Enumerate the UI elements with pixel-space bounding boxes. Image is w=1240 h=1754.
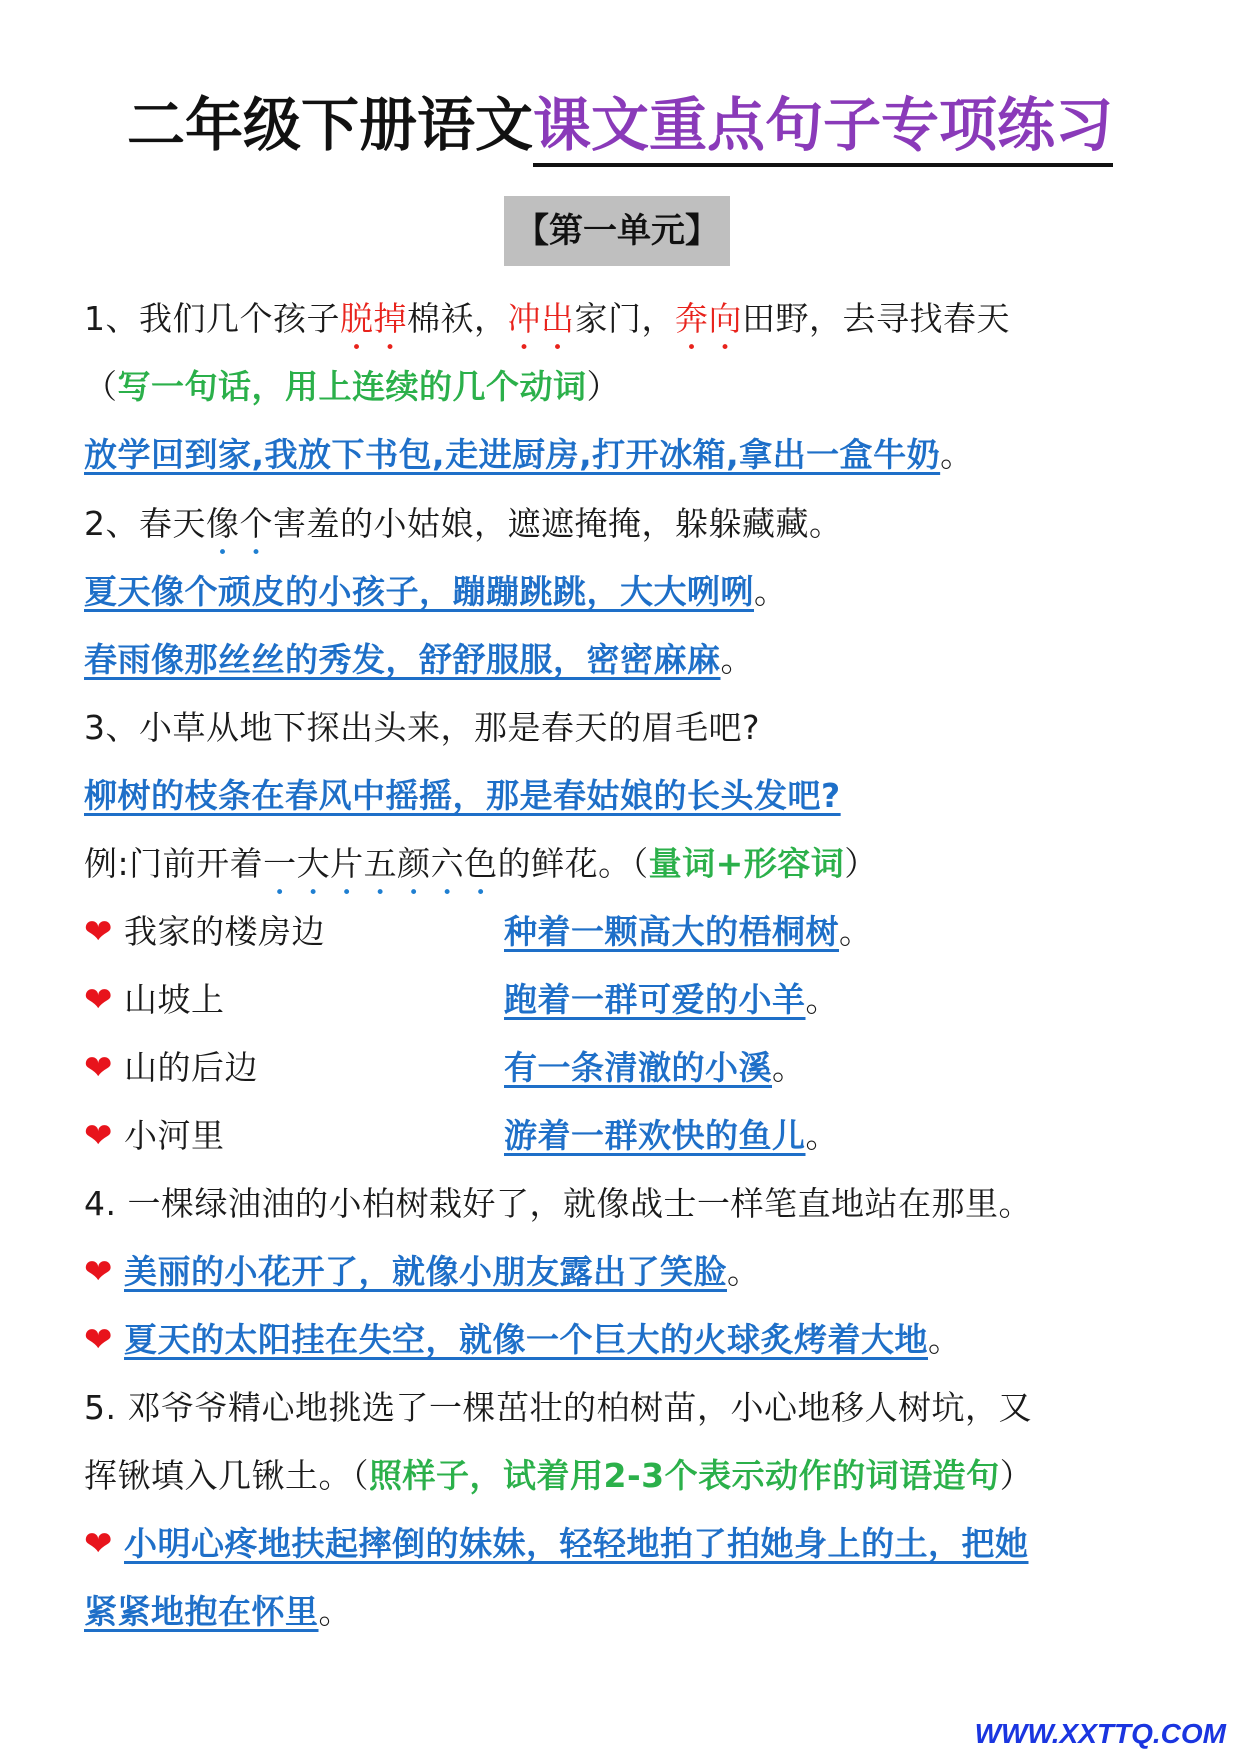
q5-line-2: 挥锹填入几锹土。 (84, 1456, 352, 1495)
title-part-1: 二年级下册语文 (126, 91, 533, 159)
q1-hint-text: 写一句话，用上连续的几个动词 (117, 367, 587, 406)
q2-answer-line-1 (84, 570, 1164, 614)
q5-answer-end: 。 (318, 1592, 352, 1631)
q2-answer-1: 夏天像个顽皮的小孩子，蹦蹦跳跳，大大咧咧 (84, 572, 754, 611)
q2-sentence (84, 502, 1164, 563)
example-hint-open: （ (631, 844, 649, 883)
q2-text-2: 害羞的小姑娘，遮遮掩掩，躲躲藏藏。 (273, 504, 843, 543)
heart-icon: ❤ (84, 1116, 113, 1156)
example-row (84, 1114, 1164, 1158)
example-row-answer: 游着一群欢快的鱼儿 (504, 1116, 806, 1155)
q5-sentence-line-2 (84, 1454, 1164, 1498)
q1-answer-end: 。 (940, 435, 974, 474)
example-row (84, 1046, 1164, 1090)
q5-hint: 照样子，试着用2-3个表示动作的词语造句 (369, 1456, 1000, 1495)
example-row-left: 我家的楼房边 (124, 912, 325, 951)
q2-keyword: 像个 (206, 504, 273, 543)
q1-hint-close: ） (586, 367, 620, 406)
example-row-end: 。 (805, 980, 839, 1019)
q3-answer-line (84, 774, 1164, 818)
q5-answer-line-1 (84, 1522, 1164, 1566)
q5-sentence-line-1 (84, 1386, 1164, 1430)
q2-answer-2: 春雨像那丝丝的秀发，舒舒服服，密密麻麻 (84, 640, 721, 679)
q2-answer-2-end: 。 (720, 640, 754, 679)
heart-icon: ❤ (84, 1252, 113, 1292)
footer-watermark: WWW.XXTTQ.COM (974, 1718, 1226, 1749)
q1-hint (84, 365, 1164, 409)
page-title (0, 90, 1240, 160)
example-row-left: 山坡上 (124, 980, 225, 1019)
q3-sentence (84, 706, 1164, 750)
q5-line-1: 5. 邓爷爷精心地挑选了一棵茁壮的柏树苗，小心地移人树坑，又 (84, 1388, 1032, 1427)
example-row-answer: 有一条清澈的小溪 (504, 1048, 772, 1087)
q5-hint-open: （ (352, 1456, 369, 1495)
heart-icon: ❤ (84, 1524, 113, 1564)
q1-text-3: 家门， (574, 299, 675, 338)
q1-text-4: 田野，去寻找春天 (742, 299, 1010, 338)
example-row-answer: 跑着一群可爱的小羊 (504, 980, 806, 1019)
q2-answer-line-2 (84, 638, 1164, 682)
example-suffix: 的鲜花。 (497, 844, 632, 883)
q1-text-2: 棉袄， (407, 299, 508, 338)
example-prefix: 例:门前开着 (84, 844, 264, 883)
q4-sentence (84, 1182, 1164, 1226)
example-row-end: 。 (839, 912, 873, 951)
example-row-answer: 种着一颗高大的梧桐树 (504, 912, 839, 951)
unit-heading: 【第一单元】 (504, 196, 730, 266)
q1-hint-open: （ (84, 367, 118, 406)
q1-answer-line (84, 433, 1164, 477)
heart-icon: ❤ (84, 1320, 113, 1360)
q2-answer-1-end: 。 (754, 572, 788, 611)
q4-answer-1: 美丽的小花开了，就像小朋友露出了笑脸 (124, 1252, 727, 1291)
heart-icon: ❤ (84, 980, 113, 1020)
q2-number: 2、 (84, 504, 139, 543)
q4-answer-1-end: 。 (727, 1252, 761, 1291)
example-sentence (84, 842, 1164, 903)
q4-answer-2: 夏天的太阳挂在失空，就像一个巨大的火球炙烤着大地 (124, 1320, 928, 1359)
example-row (84, 910, 1164, 954)
example-row-end: 。 (805, 1116, 839, 1155)
q1-number: 1、 (84, 299, 139, 338)
q5-answer-line-2 (84, 1590, 1164, 1634)
heart-icon: ❤ (84, 912, 113, 952)
example-hint-close: ） (844, 844, 878, 883)
q1-verb-3: 奔向 (675, 299, 742, 338)
q4-text: 4. 一棵绿油油的小柏树栽好了，就像战士一样笔直地站在那里。 (84, 1184, 1032, 1223)
example-keyword: 一大片五颜六色 (263, 844, 498, 883)
q5-answer-1: 小明心疼地扶起摔倒的妹妹，轻轻地拍了拍她身上的土，把她 (124, 1524, 1029, 1563)
title-part-2: 课文重点句子专项练习 (533, 91, 1113, 167)
q1-sentence (84, 297, 1164, 358)
example-row-left: 山的后边 (124, 1048, 258, 1087)
example-hint: 量词+形容词 (648, 844, 845, 883)
q4-answer-2-end: 。 (928, 1320, 962, 1359)
q5-hint-close: ） (999, 1456, 1034, 1495)
q3-text: 小草从地下探出头来，那是春天的眉毛吧? (139, 708, 761, 747)
example-row (84, 978, 1164, 1022)
q1-answer: 放学回到家,我放下书包,走进厨房,打开冰箱,拿出一盒牛奶 (84, 435, 941, 474)
heart-icon: ❤ (84, 1048, 113, 1088)
q5-answer-2: 紧紧地抱在怀里 (84, 1592, 319, 1631)
q3-answer: 柳树的枝条在春风中摇摇，那是春姑娘的长头发吧? (84, 776, 841, 815)
q2-text-1: 春天 (139, 504, 206, 543)
q1-verb-1: 脱掉 (340, 299, 407, 338)
q4-answer-line-2 (84, 1318, 1164, 1362)
q1-verb-2: 冲出 (507, 299, 575, 338)
example-row-end: 。 (772, 1048, 806, 1087)
q4-answer-line-1 (84, 1250, 1164, 1294)
q3-number: 3、 (84, 708, 139, 747)
q1-text-1: 我们几个孩子 (139, 299, 340, 338)
example-row-left: 小河里 (124, 1116, 225, 1155)
